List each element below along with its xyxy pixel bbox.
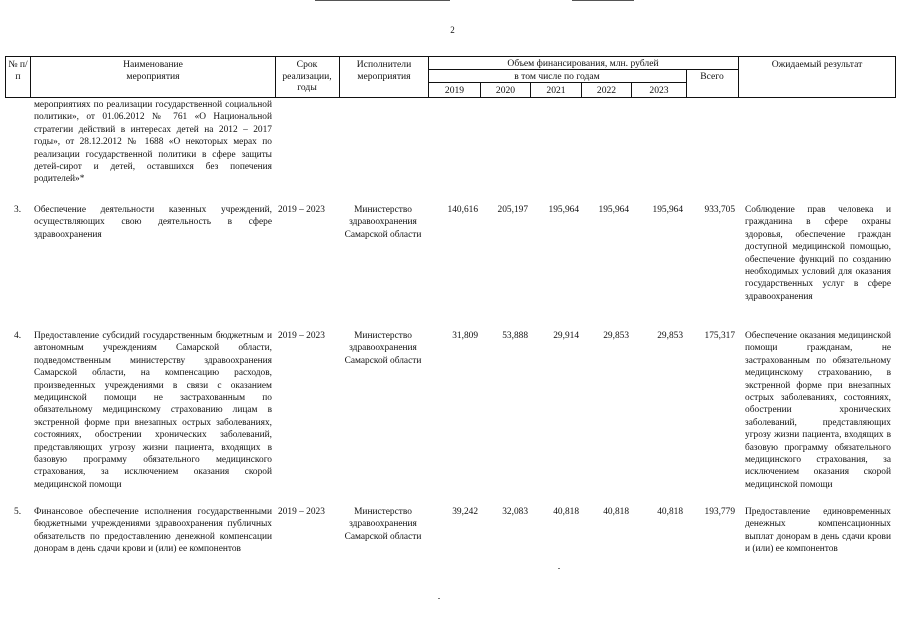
header-divider — [895, 56, 896, 98]
row-expected-result: Соблюдение прав человека и гражданина в сфере охраны здоровья, обеспечение граждан доступной медицинской помощью, обеспечение функций по созданию необходимых условий для оказания государственных услуг в сфере здравоохранения — [745, 205, 891, 302]
header-year: 2020 — [495, 85, 516, 96]
row-value-2020: 53,888 — [502, 331, 528, 341]
row-total: 175,317 — [704, 331, 735, 341]
header-divider — [738, 56, 739, 98]
header-divider — [339, 56, 340, 98]
header-number: № п/п — [8, 59, 28, 82]
page-number: 2 — [450, 25, 455, 35]
row-value-2022: 40,818 — [603, 507, 629, 517]
header-bottom-border — [5, 97, 895, 98]
header-name: Наименование мероприятия — [123, 59, 183, 82]
row-expected-result: Предоставление единовременных денежных компенсационных выплат донорам в день сдачи крови и (или) ее компонентов — [745, 507, 891, 555]
row-total: 193,779 — [704, 507, 735, 517]
row-value-2021: 40,818 — [553, 507, 579, 517]
header-year: 2021 — [546, 85, 566, 96]
header-executors: Исполнители мероприятия — [356, 59, 412, 82]
row-term: 2019 – 2023 — [278, 331, 325, 341]
row-value-2023: 40,818 — [657, 507, 683, 517]
row-total: 933,705 — [704, 205, 735, 215]
row-executor: Министерство здравоохранения Самарской области — [344, 205, 422, 240]
row-number: 5. — [14, 507, 22, 517]
scan-artifact-line — [572, 0, 634, 1]
row-number: 3. — [14, 205, 22, 215]
row-executor: Министерство здравоохранения Самарской области — [344, 507, 422, 542]
scan-speck — [438, 598, 440, 599]
header-divider — [5, 56, 6, 98]
row-term: 2019 – 2023 — [278, 507, 325, 517]
row-value-2019: 39,242 — [452, 507, 478, 517]
header-divider — [30, 56, 31, 98]
header-divider — [686, 69, 687, 98]
header-top-border — [5, 56, 895, 57]
row-expected-result: Обеспечение оказания медицинской помощи гражданам, не застрахованным по обязательному медицинскому страхованию, в экстренной форме при внезапных острых заболеваниях, состояниях, обострении хронических заболеваний, представляющих угрозу жизни пациента, входящих в базовую программу обязательного медицинского страхования, за исключением оказания скорой медицинской помощи — [745, 331, 891, 490]
row-executor: Министерство здравоохранения Самарской области — [344, 331, 422, 366]
row-value-2019: 31,809 — [452, 331, 478, 341]
row-name: Предоставление субсидий государственным бюджетным и автономным учреждениям Самарской области, подведомственным министерству здравоохранения Самарской области, на компенсацию расходов, произведенных учреждениями в связи с оказанием медицинской помощи не застрахованным по обязательному медицинскому страхованию лицам в экстренной форме при внезапных острых заболеваниях, состояниях, обострении хронических заболеваний, представляющих угрозу жизни пациента, входящих в базовую программу обязательного медицинского страхования, за исключением оказания скорой медицинской помощи — [34, 331, 272, 490]
row-number: 4. — [14, 331, 22, 341]
row-value-2022: 29,853 — [603, 331, 629, 341]
header-total: Всего — [700, 71, 724, 82]
row-value-2020: 32,083 — [502, 507, 528, 517]
header-by-years: в том числе по годам — [514, 71, 600, 82]
row-term: 2019 – 2023 — [278, 205, 325, 215]
row-value-2020: 205,197 — [497, 205, 528, 215]
row-name: Финансовое обеспечение исполнения государственными бюджетными учреждениями здравоохранения публичных обязательств по предоставлению денежной компенсации донорам в день сдачи крови и (или) ее компонентов — [34, 507, 272, 555]
header-divider — [275, 56, 276, 98]
header-expected-result: Ожидаемый результат — [771, 59, 863, 70]
row-value-2021: 29,914 — [553, 331, 579, 341]
header-year: 2019 — [444, 85, 465, 96]
row-value-2023: 195,964 — [652, 205, 683, 215]
row-value-2022: 195,964 — [598, 205, 629, 215]
row-value-2019: 140,616 — [447, 205, 478, 215]
scan-artifact-line — [315, 0, 450, 1]
scan-speck — [558, 568, 560, 569]
header-term: Срок реализации, годы — [282, 59, 332, 93]
header-year: 2023 — [649, 85, 669, 96]
row-value-2023: 29,853 — [657, 331, 683, 341]
row-value-2021: 195,964 — [548, 205, 579, 215]
header-year: 2022 — [596, 85, 617, 96]
continuation-text: мероприятиях по реализации государственной социальной политики», от 01.06.2012 № 761 «О Национальной стратегии действий в интересах детей на 2012 – 2017 годы», от 28.12.2012 № 1688 «О некоторых мерах по реализации государственной политики в сфере защиты детей-сирот и детей, оставшихся без попечения родителей»* — [34, 100, 272, 185]
header-funding-volume: Объем финансирования, млн. рублей — [507, 58, 659, 69]
row-name: Обеспечение деятельности казенных учреждений, осуществляющих свою деятельность в сфере здравоохранения — [34, 205, 272, 240]
